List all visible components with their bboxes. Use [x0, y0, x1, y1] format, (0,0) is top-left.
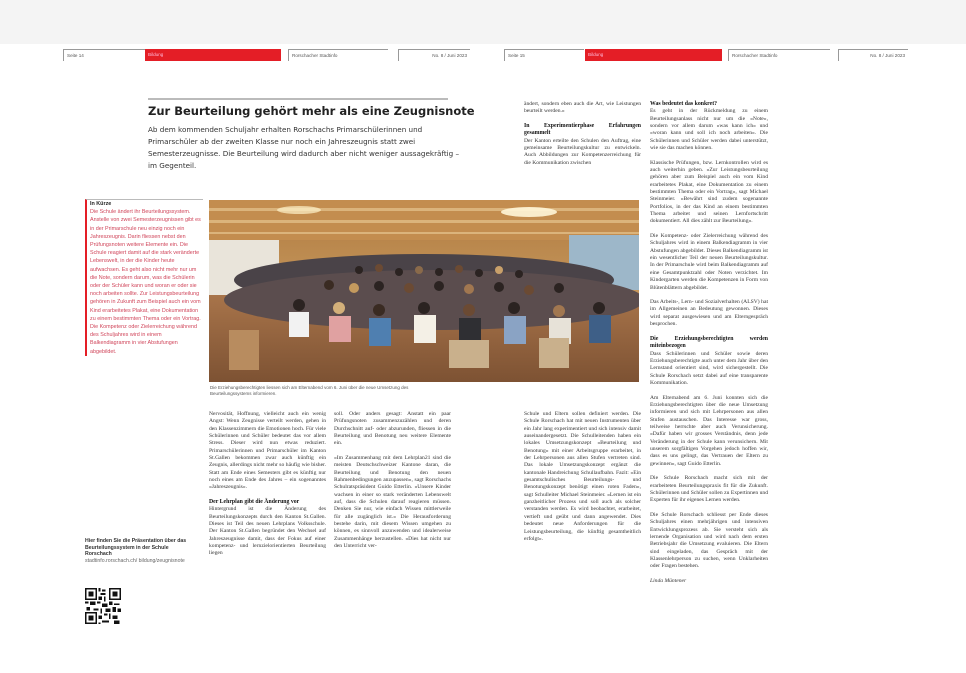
- publication-left: Rorschacher Stadtinfo: [288, 49, 388, 61]
- paragraph: Die Kompetenz- oder Zielerreichung während des Schuljahres wird in einem Balkendiagramm in vier Abstufungen abgebildet. Dieses Balkendiagramm ist ein wesentlicher Teil der neuen Beurteilungskultur. In der Primarschule wird beim Balkendiagramm auf eine Gesamtpunktzahl oder Noten verzichtet. Im Kindergarten werden die Kompetenzen in Form von Blütenblättern abgebildet.: [650, 233, 768, 291]
- body-column-4: [650, 101, 768, 593]
- page-number-right: Seite 15: [504, 49, 584, 61]
- page-number-left: Seite 14: [63, 49, 145, 61]
- subheading: In Experimentierphase Erfahrungen gesammelt: [524, 122, 641, 137]
- qr-code-icon[interactable]: [85, 588, 121, 624]
- lead-paragraph: Ab dem kommenden Schuljahr erhalten Rorschachs Primarschülerinnen und Primarschüler ab der zweiten Klasse nur noch ein Jahreszeugnis statt zwei Semesterzeugnisse. Die Beurteilung wird dadurch aber nicht weniger aussagekräftig – im Gegenteil.: [148, 125, 460, 170]
- paragraph: Am Elternabend am 6. Juni konnten sich die Erziehungsberechtigten über die neue Umsetzung informieren und sich mit Lehrpersonen aus allen Stufen austauschen. Das Interesse war gross, teilweise herrschte aber auch Verunsicherung. «Dafür haben wir grosses Verständnis, denn jede Veränderung in der Schule kann verunsichern. Mit unserem sorgfältigen Vorgehen jedoch hoffen wir, dass es uns gelingt, das Vertrauen der Eltern zu gewinnen», sagt Guido Etterlin.: [650, 394, 768, 467]
- subheading: Die Erziehungsberechtigten werden miteinbezogen: [650, 335, 768, 350]
- body-column-3-top: [524, 101, 641, 174]
- subheading: Was bedeutet das konkret?: [650, 101, 718, 107]
- paragraph: Hintergrund ist die Änderung des Beurteilungskonzepts durch den Kanton St.Gallen. Dieses ist Teil des neuen Lehrplans Volksschule. Der Kanton St.Gallen begründet den Wechsel auf Jahreszeugnisse damit, dass der Fokus auf einer kompetenz- und lernzielorientierten Beurteilung liegen: [209, 506, 326, 557]
- top-margin: [0, 0, 966, 44]
- paragraph: Klassische Prüfungen, bzw. Lernkontrollen wird es auch weiterhin geben. «Zur Leistungsbeurteilung gehören aber zum Beispiel auch ein vom Kind erarbeitetes Plakat, eine Dokumentation zu einem bestimmten Thema oder ein Vortrag», sagt Michael Steinmeier. «Bewährt sind zudem sogenannte Portfolios, in der das Kind an einem bestimmten Thema arbeitet und seinen Lernfortschritt dokumentiert. All dies zählt zur Beurteilung».: [650, 159, 768, 225]
- paragraph: ändert, sondern eben auch die Art, wie Leistungen beurteilt werden.»: [524, 101, 641, 115]
- paragraph: Nervosität, Hoffnung, vielleicht auch ein wenig Angst: Wenn Zeugnisse verteilt werden, gehen in den Klassenzimmern die Emotionen hoch. Für viele Schülerinnen und Schüler bedeutet das vor allem Stress. Dieser wird nun etwas reduziert. Primarschülerinnen und Primarschüler im Kanton St.Gallen bekommen zwar auch künftig ein Zeugnis, allerdings nicht mehr so häufig wie bisher. Statt am Ende eines Semesters gibt es künftig nur noch eines am Ende des Jahres – ein sogenanntes «Jahreszeugnis».: [209, 411, 326, 491]
- promo-link[interactable]: stadtinfo.rorschach.ch/ bildung/zeugnisnote: [85, 557, 185, 564]
- crowded-school-hall-photo: [209, 200, 639, 382]
- headline-rule: [148, 98, 448, 100]
- body-column-1: [209, 411, 326, 565]
- photo-caption: Die Erziehungsberechtigten liessen sich am Elternabend vom 6. Juni über die neue Umsetzung des Beurteilungssystems informieren.: [210, 385, 409, 397]
- paragraph: Es geht in der Rückmeldung zu einem Beurteilungsanlass nicht nur um die «Note», sondern vor allem darum «was kann ich» und «woran kann und soll ich noch arbeiten». Die Schülerinnen und Schüler werden dabei unterstützt, wie sie das machen können.: [650, 108, 768, 152]
- author-byline: Linda Müntener: [650, 577, 687, 584]
- paragraph: Das Arbeits-, Lern- und Sozialverhalten (ALSV) hat im Allgemeinen an Bedeutung gewonnen. Dieses wird separat ausgewiesen und am Elterngespräch besprochen.: [650, 299, 768, 328]
- subheading: Der Lehrplan gibt die Änderung vor: [209, 499, 300, 506]
- body-column-3-bottom: [524, 411, 641, 550]
- paragraph: Die Schule Rorschach schliesst per Ende dieses Schuljahres einen mehrjährigen und intensiven Entwicklungsprozess ab. Sie versteht sich als lernende Organisation und wird nach dem ersten Betriebsjahr die Umsetzung evaluieren. Die Eltern sind eingeladen, das Gespräch mit der Klassenlehrperson zu suchen, wenn Unklarheiten oder Fragen bestehen.: [650, 511, 768, 570]
- paragraph: Schule und Eltern sollen definiert werden. Die Schule Rorschach hat mit neuen Instrumenten über ein Jahr lang experimentiert und sich intensiv damit auseinandergesetzt. Die Schulleitenden haben ein lokales Umsetzungskonzept «Beurteilung und Benotung» mit einer Arbeitsgruppe erarbeitet, in der Lehrpersonen aus allen Stufen vertreten sind. Das lokale Umsetzungskonzept ergänzt die kantonale Handreichung Schullaufbahn. Fazit: «Ein gesamtschulisches Beurteilungs- und Benotungskonzept benötigt einen roten Faden», sagt Schulleiter Michael Steinmeier. «Lernen ist ein ganzheitlicher Prozess und soll auch als solcher verstanden werden. Es wird beobachtet, erarbeitet, vertieft und geübt und dann angewendet. Dies bedeutet neue Anforderungen für die Leistungsbeurteilung, die künftig gesamtheitlich erfolgt».: [524, 411, 641, 542]
- issue-right: No. 8 / Juni 2023: [838, 49, 908, 61]
- body-column-2: [334, 411, 451, 558]
- presentation-promo: [85, 538, 195, 564]
- paragraph: Dass Schülerinnen und Schüler sowie deren Erziehungsberechtigte auch unter dem Jahr über den Lernstand orientiert sind, wird sichergestellt. Die Schule Rorschach setzt dabei auf eine transparente Kommunikation.: [650, 350, 768, 386]
- paragraph: Die Schule Rorschach macht sich mit der erarbeiteten Beurteilungspraxis fit für die Zukunft. Schülerinnen und Schüler sollen zu Expertinnen und Experten für ihr eigenes Lernen werden.: [650, 475, 768, 504]
- in-kuerze-text: Die Schule ändert ihr Beurteilungssystem. Anstelle von zwei Semesterzeugnissen gibt es in der Primarschule neu einzig noch ein Jahreszeugnis. Darin fliessen nebst den Prüfungsnoten weitere Elemente ein. Die Schule reagiert damit auf die stark veränderte Lebenswelt, in der die Kinder heute aufwachsen. Es geht also nicht mehr nur um die Note, sondern darum, was die Schülerin oder der Schüler kann und woran er oder sie noch arbeiten sollte. Zur Leistungsbeurteilung gehören in Zukunft zum Beispiel auch ein vom Kind erarbeitetes Plakat, eine Dokumentation zu einem bestimmten Thema oder ein Vortrag. Die Kompetenz oder Zielerreichung während des Schuljahres wird in einem Balkendiagramm in vier Abstufungen abgebildet.: [90, 209, 201, 355]
- headline: Zur Beurteilung gehört mehr als eine Zeugnisnote: [148, 104, 475, 118]
- issue-left: No. 8 / Juni 2023: [398, 49, 470, 61]
- paragraph: soll. Oder anders gesagt: Anstatt ein paar Prüfungsnoten zusammenzuzählen und deren Durchschnitt auf- oder abzurunden, fliessen in die Beurteilung und Benotung neu weitere Elemente ein.: [334, 411, 451, 447]
- in-kuerze-box: [85, 199, 203, 356]
- section-label-left: Bildung: [145, 49, 281, 61]
- paragraph: Der Kanton erteilte den Schulen den Auftrag, eine gemeinsame Beurteilungskultur zu entwickeln. Auch Abbildungen zur Kompetenzerreichung für die Kommunikation zwischen: [524, 137, 641, 166]
- paragraph: «Im Zusammenhang mit dem Lehrplan21 sind die meisten Deutschschweizer Kantone daran, die Beurteilung und Benotung den neuen Rahmenbedingungen anzupassen», sagt Rorschachs Schulratspräsident Guido Etterlin. «Unsere Kinder wachsen in einer so stark veränderten Lebenswelt auf, dass die Schulen darauf reagieren müssen. Denken Sie nur, wie einfach Wissen mittlerweile für alle zugänglich ist.» Die Herausforderung bestehe darin, mit diesem Wissen umgehen zu können, es sinnvoll anzuwenden und idealerweise Zusammenhänge herzustellen. «Dies hat nicht nur den Unterricht ver-: [334, 455, 451, 550]
- promo-text: Hier finden Sie die Präsentation über das Beurteilungssystem in der Schule Rorschach: [85, 538, 187, 558]
- section-label-right: Bildung: [585, 49, 722, 61]
- in-kuerze-title: In Kürze: [90, 201, 112, 207]
- publication-right: Rorschacher Stadtinfo: [728, 49, 830, 61]
